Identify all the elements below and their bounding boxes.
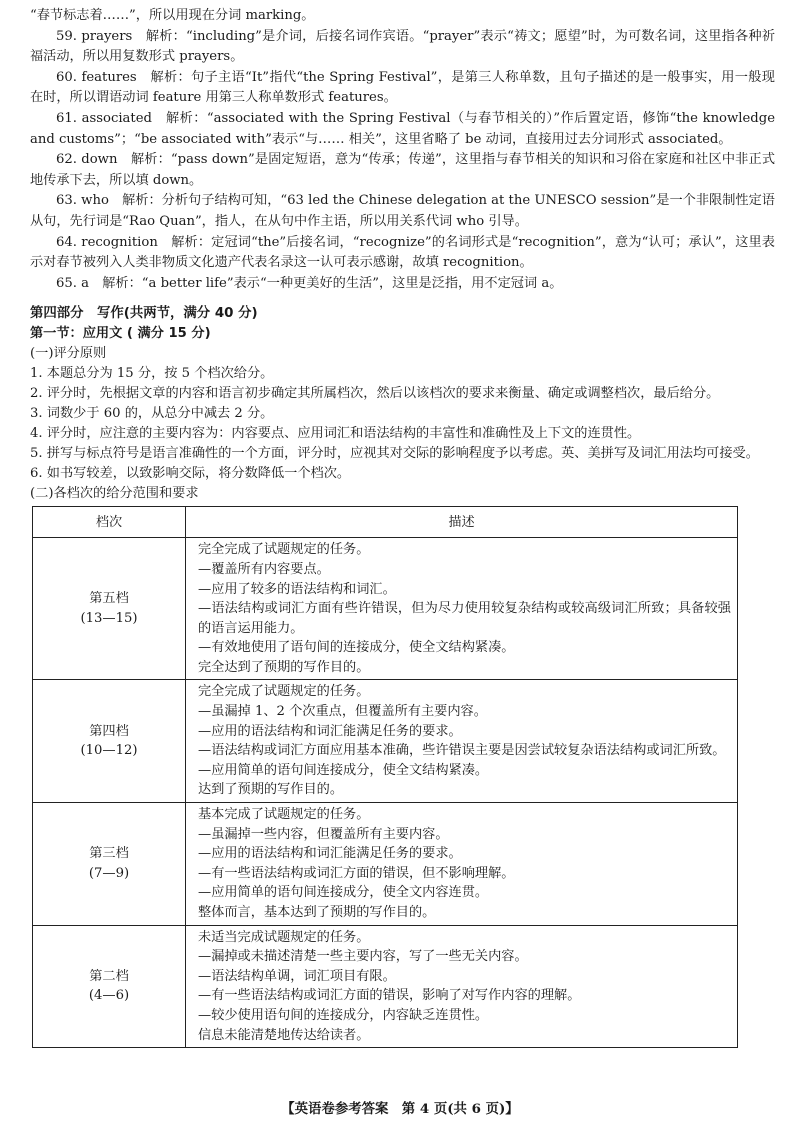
grade-desc-line: —语法结构或词汇方面有些许错误，但为尽力使用较复杂结构或较高级词汇所致；具备较强的语言运用能力。 — [198, 601, 731, 636]
answer-65: 65. a 解析：“a better life”表示“一种更美好的生活”，这里是泛指，用不定冠词 a。 — [56, 275, 563, 291]
grade-description-cell — [186, 803, 738, 926]
grade-desc-line: 未适当完成试题规定的任务。 — [198, 929, 370, 945]
grade-row-4 — [33, 680, 738, 803]
grade-desc-line: —覆盖所有内容要点。 — [198, 561, 330, 577]
answer-key-page — [30, 6, 775, 1048]
grade-desc-line: —虽漏掉一些内容，但覆盖所有主要内容。 — [198, 826, 449, 842]
grade-desc-line: 基本完成了试题规定的任务。 — [198, 807, 370, 823]
grade-desc-line: —语法结构或词汇方面应用基本准确，些许错误主要是因尝试较复杂语法结构或词汇所致。 — [198, 743, 726, 759]
grade-desc-line: 完全达到了预期的写作目的。 — [198, 659, 370, 675]
grade-desc-line: 完全完成了试题规定的任务。 — [198, 542, 370, 558]
grade-desc-line: —应用简单的语句间连接成分，使全文结构紧凑。 — [198, 762, 489, 778]
scoring-rule: 3. 词数少于 60 的，从总分中减去 2 分。 — [30, 406, 274, 422]
grade-range: (10—12) — [80, 743, 138, 759]
grade-level-cell — [33, 803, 186, 926]
grade-row-3 — [33, 803, 738, 926]
grade-desc-line: —有一些语法结构或词汇方面的错误，影响了对写作内容的理解。 — [198, 988, 581, 1004]
grade-desc-line: 信息未能清楚地传达给读者。 — [198, 1027, 370, 1043]
grade-name: 第三档 — [89, 846, 129, 862]
answer-61: 61. associated 解析：“associated with the Spring Festival（与春节相关的）”作后置定语，修饰“the knowledge and customs”；“be associated with”表示“与…… 相关”，这里省略了 be 动词，直接用过去分词形式 associated。 — [30, 110, 775, 147]
grade-desc-line: —有一些语法结构或词汇方面的错误，但不影响理解。 — [198, 865, 515, 881]
scoring-rule: 2. 评分时，先根据文章的内容和语言初步确定其所属档次，然后以该档次的要求来衡量、确定或调整档次，最后给分。 — [30, 386, 720, 402]
principles-heading: (一)评分原则 — [30, 346, 107, 362]
answer-58-continuation: “春节标志着……”，所以用现在分词 marking。 — [30, 8, 315, 23]
grade-range: (7—9) — [88, 865, 130, 881]
scoring-rule: 1. 本题总分为 15 分，按 5 个档次给分。 — [30, 366, 274, 382]
grade-desc-line: 整体而言，基本达到了预期的写作目的。 — [198, 905, 436, 920]
grade-description-cell — [186, 538, 738, 680]
scoring-rule: 6. 如书写较差，以致影响交际，将分数降低一个档次。 — [30, 466, 351, 482]
grade-desc-line: 完全完成了试题规定的任务。 — [198, 684, 370, 700]
grade-desc-line: —语法结构单调，词汇项目有限。 — [198, 968, 396, 984]
grade-range: (4—6) — [88, 988, 130, 1004]
grade-name: 第二档 — [89, 968, 129, 984]
grade-desc-line: —应用简单的语句间连接成分，使全文内容连贯。 — [198, 885, 489, 901]
grade-table — [32, 506, 738, 1048]
grade-desc-line: —应用了较多的语法结构和词汇。 — [198, 581, 396, 597]
scoring-rules — [30, 364, 775, 484]
answer-63: 63. who 解析：分析句子结构可知，“63 led the Chinese delegation at the UNESCO session”是一个非限制性定语从句，先行词是“Rao Quan”，指人，在从句中作主语，所以用关系代词 who 引导。 — [30, 193, 775, 229]
grade-desc-line: —应用的语法结构和词汇能满足任务的要求。 — [198, 723, 462, 739]
page-footer: 【英语卷参考答案 第 4 页(共 6 页)】 — [281, 1101, 519, 1117]
ranges-heading: (二)各档次的给分范围和要求 — [30, 486, 199, 502]
answer-59: 59. prayers 解析：“including”是介词，后接名词作宾语。“prayer”表示“祷文；愿望”时，为可数名词，这里指各种祈福活动，所以用复数形式 prayers。 — [30, 28, 775, 65]
scoring-rule: 4. 评分时，应注意的主要内容为：内容要点、应用词汇和语法结构的丰富性和准确性及上下文的连贯性。 — [30, 426, 641, 442]
grade-level-cell — [33, 680, 186, 803]
grade-description-cell — [186, 680, 738, 803]
grade-level-cell — [33, 538, 186, 680]
answer-60: 60. features 解析：句子主语“It”指代“the Spring Festival”，是第三人称单数，且句子描述的是一般事实，用一般现在时，所以谓语动词 feature 用第三人称单数形式 features。 — [30, 69, 775, 106]
grade-name: 第五档 — [89, 591, 129, 607]
grade-desc-line: —应用的语法结构和词汇能满足任务的要求。 — [198, 846, 462, 862]
scoring-rule: 5. 拼写与标点符号是语言准确性的一个方面，评分时，应视其对交际的影响程度予以考虑。英、美拼写及词汇用法均可接受。 — [30, 446, 759, 462]
grade-row-2 — [33, 925, 738, 1048]
grade-name: 第四档 — [89, 723, 129, 739]
grade-desc-line: —较少使用语句间的连接成分，内容缺乏连贯性。 — [198, 1007, 489, 1023]
grade-desc-line: —漏掉或未描述清楚一些主要内容，写了一些无关内容。 — [198, 949, 528, 965]
grade-desc-line: 达到了预期的写作目的。 — [198, 782, 344, 798]
writing-part-title: 第四部分 写作(共两节，满分 40 分) — [30, 306, 258, 322]
grade-table-header-row — [33, 507, 738, 538]
grade-level-cell — [33, 925, 186, 1048]
grade-description-cell — [186, 925, 738, 1048]
header-level: 档次 — [33, 507, 186, 538]
answer-64: 64. recognition 解析：定冠词“the”后接名词，“recognize”的名词形式是“recognition”，意为“认可；承认”，这里表示对春节被列入人类非物质文化遗产代表名录这一认可表示感谢，故填 recognition。 — [30, 234, 775, 271]
answer-62: 62. down 解析：“pass down”是固定短语，意为“传承；传递”，这里指与春节相关的知识和习俗在家庭和社区中非正式地传承下去，所以填 down。 — [30, 152, 775, 188]
writing-section-title: 第一节：应用文 ( 满分 15 分) — [30, 326, 211, 342]
grade-row-5 — [33, 538, 738, 680]
grade-desc-line: —有效地使用了语句间的连接成分，使全文结构紧凑。 — [198, 640, 515, 656]
header-description: 描述 — [186, 507, 738, 538]
grade-range: (13—15) — [80, 610, 138, 626]
grade-desc-line: —虽漏掉 1、2 个次重点，但覆盖所有主要内容。 — [198, 704, 487, 720]
